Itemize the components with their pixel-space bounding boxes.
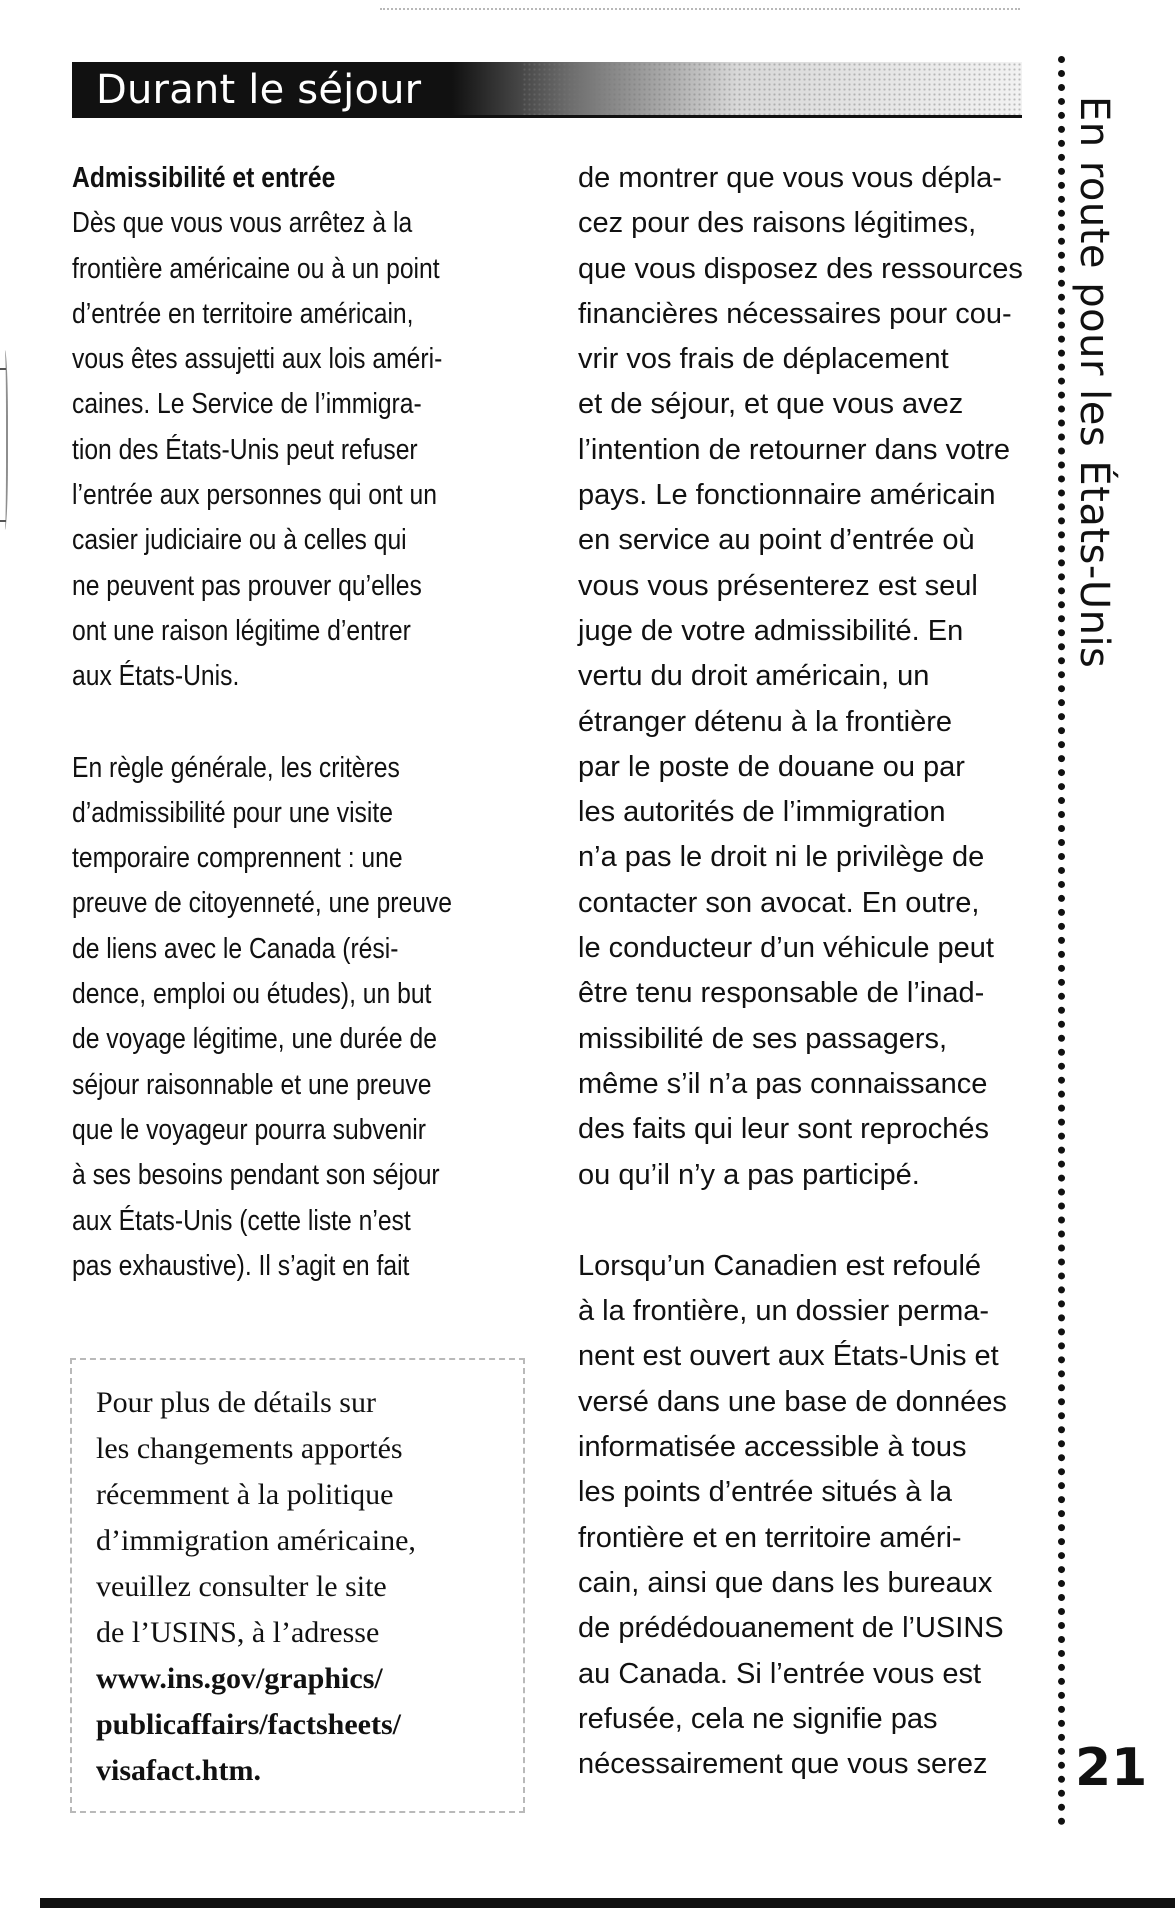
text-line: pays. Le fonctionnaire américain — [578, 479, 996, 512]
text-line: visafact.htm. — [96, 1754, 261, 1787]
text-line: de liens avec le Canada (rési- — [72, 932, 399, 965]
text-line: frontière américaine ou à un point — [72, 252, 440, 285]
text-line: vous êtes assujetti aux lois améri- — [72, 343, 443, 376]
section-heading: Admissibilité et entrée — [72, 162, 336, 194]
section-header-band — [72, 62, 1022, 118]
left-paragraph-1 — [72, 201, 523, 699]
text-line: de prédédouanement de l’USINS — [578, 1612, 1004, 1645]
text-line: nécessairement que vous serez — [578, 1748, 988, 1781]
left-paragraph-2 — [72, 746, 523, 1290]
text-line: d’admissibilité pour une visite — [72, 796, 393, 829]
text-line: séjour raisonnable et une preuve — [72, 1068, 432, 1101]
text-line: tion des États-Unis peut refuser — [72, 433, 418, 466]
section-title: Durant le séjour — [96, 67, 422, 113]
scan-edge-tick — [0, 368, 6, 370]
text-line: à ses besoins pendant son séjour — [72, 1159, 440, 1192]
text-line: en service au point d’entrée où — [578, 524, 975, 557]
right-column — [578, 156, 1028, 1787]
text-line: versé dans une base de données — [578, 1385, 1007, 1418]
text-line: n’a pas le droit ni le privilège de — [578, 841, 985, 874]
running-title: En route pour les États-Unis — [1071, 96, 1117, 669]
scan-left-edge-mark — [0, 350, 8, 530]
scan-top-rule — [380, 8, 1020, 10]
text-line: de montrer que vous vous dépla- — [578, 162, 1002, 194]
text-line: vous vous présenterez est seul — [578, 569, 978, 602]
text-line: caines. Le Service de l’immigra- — [72, 388, 422, 421]
text-line: des faits qui leur sont reprochés — [578, 1113, 990, 1146]
text-line: pas exhaustive). Il s’agit en fait — [72, 1249, 410, 1282]
text-line: cain, ainsi que dans les bureaux — [578, 1566, 993, 1599]
scan-bottom-rule — [40, 1898, 1175, 1908]
text-line: d’entrée en territoire américain, — [72, 297, 414, 330]
text-line: aux États-Unis (cette liste n’est — [72, 1204, 411, 1237]
text-line: l’entrée aux personnes qui ont un — [72, 479, 437, 512]
text-line: et de séjour, et que vous avez — [578, 388, 964, 421]
text-line: temporaire comprennent : une — [72, 842, 403, 875]
scan-edge-tick — [0, 520, 6, 522]
text-line: Lorsqu’un Canadien est refoulé — [578, 1249, 982, 1282]
info-box-url[interactable] — [96, 1656, 505, 1794]
text-line: au Canada. Si l’entrée vous est — [578, 1657, 982, 1690]
text-line: preuve de citoyenneté, une preuve — [72, 887, 453, 920]
text-line: refusée, cela ne signifie pas — [578, 1702, 938, 1735]
text-line: de voyage légitime, une durée de — [72, 1023, 437, 1056]
text-line: publicaffairs/factsheets/ — [96, 1708, 401, 1741]
text-line: Pour plus de détails sur — [96, 1386, 376, 1419]
text-line: vertu du droit américain, un — [578, 660, 930, 693]
text-line: casier judiciaire ou à celles qui — [72, 524, 407, 557]
text-line: dence, emploi ou études), un but — [72, 978, 432, 1011]
text-line: récemment à la politique — [96, 1478, 394, 1511]
text-line: aux États-Unis. — [72, 660, 240, 693]
text-line: nent est ouvert aux États-Unis et — [578, 1340, 999, 1373]
text-line: financières nécessaires pour cou- — [578, 297, 1012, 330]
dotted-vertical-rule — [1058, 56, 1065, 1826]
right-paragraph-1 — [578, 156, 1028, 1198]
text-line: veuillez consulter le site — [96, 1570, 387, 1603]
text-line: les changements apportés — [96, 1432, 403, 1465]
text-line: de l’USINS, à l’adresse — [96, 1616, 380, 1649]
text-line: www.ins.gov/graphics/ — [96, 1662, 383, 1695]
text-line: les autorités de l’immigration — [578, 796, 946, 829]
text-line: même s’il n’a pas connaissance — [578, 1067, 988, 1100]
text-line: que vous disposez des ressources — [578, 252, 1023, 285]
text-line: missibilité de ses passagers, — [578, 1022, 948, 1055]
text-line: que le voyageur pourra subvenir — [72, 1113, 426, 1146]
text-line: d’immigration américaine, — [96, 1524, 416, 1557]
text-line: ont une raison légitime d’entrer — [72, 614, 411, 647]
info-sidebar-box — [70, 1358, 525, 1813]
text-line: juge de votre admissibilité. En — [578, 614, 964, 647]
paragraph-spacer — [72, 700, 523, 746]
right-paragraph-2 — [578, 1244, 1028, 1788]
text-line: cez pour des raisons légitimes, — [578, 207, 977, 240]
text-line: frontière et en territoire améri- — [578, 1521, 962, 1554]
text-line: vrir vos frais de déplacement — [578, 343, 949, 376]
text-line: En règle générale, les critères — [72, 751, 400, 784]
page-number: 21 — [1075, 1738, 1148, 1798]
info-box-text — [96, 1380, 505, 1656]
text-line: l’intention de retourner dans votre — [578, 433, 1011, 466]
text-line: par le poste de douane ou par — [578, 750, 965, 783]
text-line: être tenu responsable de l’inad- — [578, 977, 985, 1010]
text-line: le conducteur d’un véhicule peut — [578, 932, 994, 965]
text-line: étranger détenu à la frontière — [578, 705, 953, 738]
paragraph-spacer — [578, 1198, 1028, 1244]
text-line: ou qu’il n’y a pas participé. — [578, 1158, 920, 1191]
text-line: Dès que vous vous arrêtez à la — [72, 207, 413, 240]
text-line: informatisée accessible à tous — [578, 1431, 967, 1464]
text-line: les points d’entrée situés à la — [578, 1476, 952, 1509]
text-line: contacter son avocat. En outre, — [578, 886, 980, 919]
text-line: à la frontière, un dossier perma- — [578, 1295, 990, 1328]
left-column — [72, 156, 523, 1289]
text-line: ne peuvent pas prouver qu’elles — [72, 569, 422, 602]
